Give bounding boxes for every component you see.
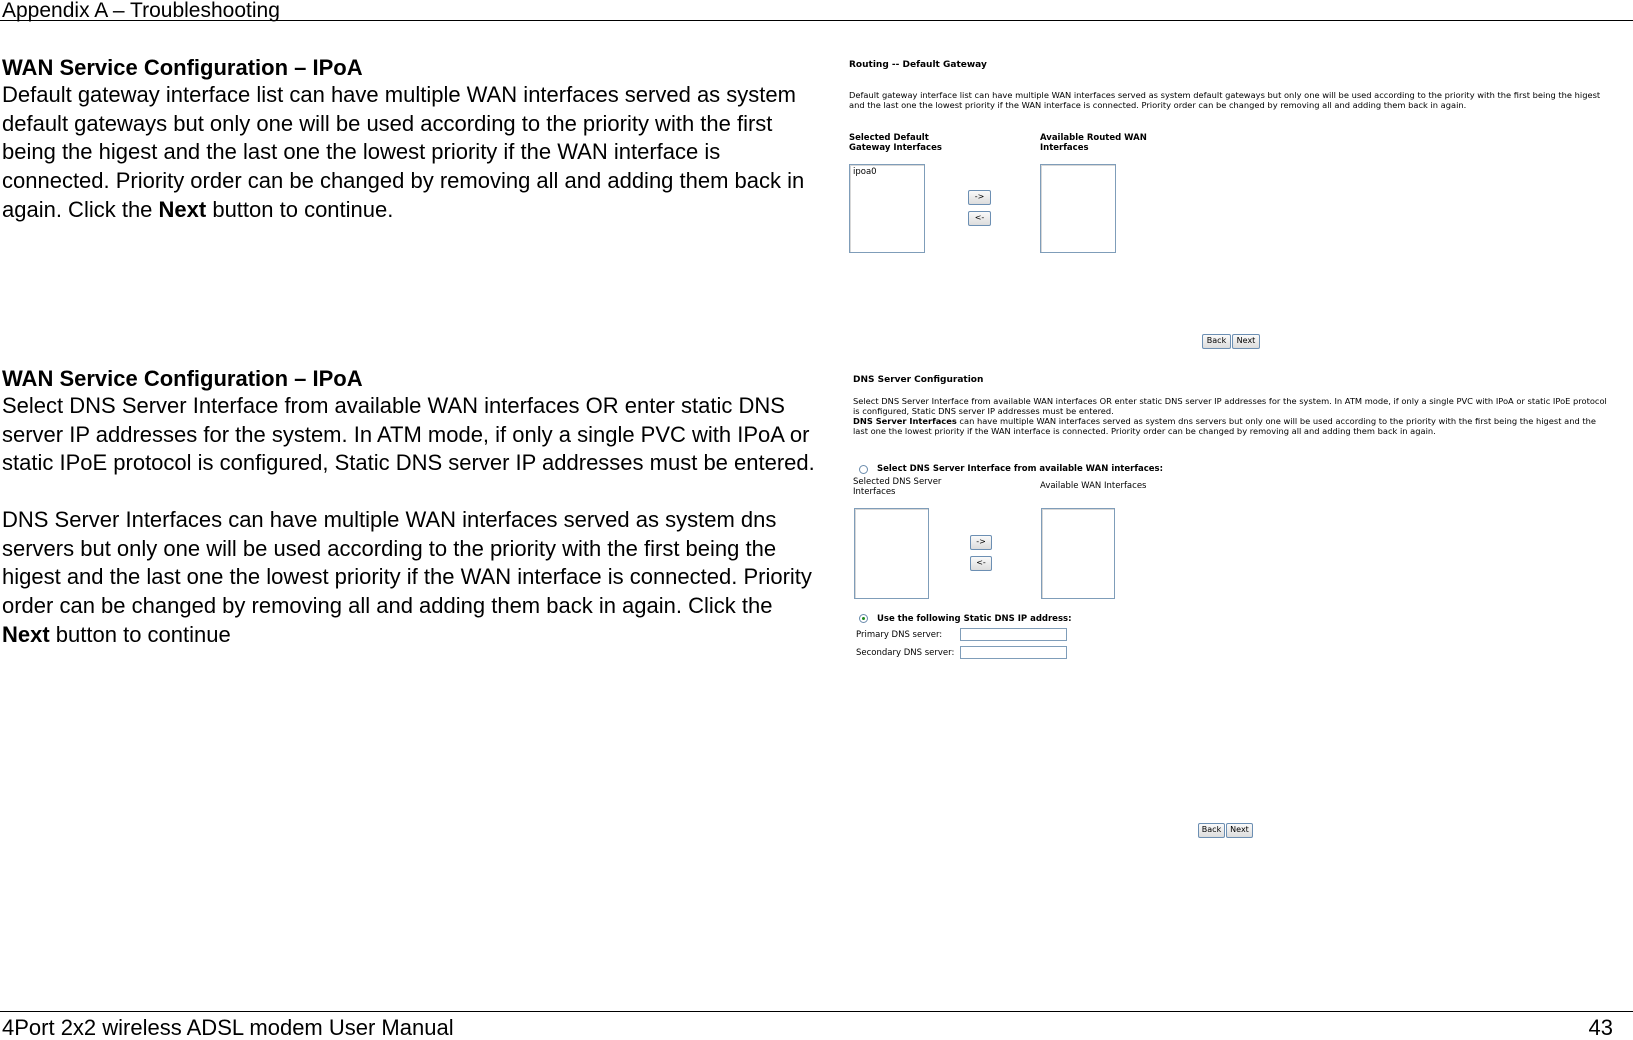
dns-next-button[interactable]: Next (1226, 823, 1253, 838)
page-header-title: Appendix A – Troubleshooting (2, 0, 280, 22)
section-1-paragraph (2, 81, 817, 225)
dns-description-1: Select DNS Server Interface from available WAN interfaces OR enter static DNS server IP addresses for the system. In ATM mode, if only a single PVC with IPoA or static IPoE protocol is configured, Static DNS server IP addresses must be entered. (853, 396, 1607, 417)
section-1-text: Default gateway interface list can have multiple WAN interfaces served as system default gateways but only one will be used according to the priority with the first being the higest and the last one the lowest priority if the WAN interface is connected. Priority order can be changed by removing all and adding them back in again. Click the (2, 82, 805, 222)
section-2-text-end: button to continue (49, 621, 231, 647)
screenshot-dns-server-config (853, 374, 1613, 844)
section-2-paragraph-2 (2, 506, 817, 650)
next-button[interactable]: Next (1232, 334, 1260, 349)
dns-interfaces-bold: DNS Server Interfaces (853, 416, 957, 426)
secondary-dns-input[interactable] (960, 646, 1067, 659)
primary-dns-label: Primary DNS server: (856, 630, 943, 640)
add-dns-button[interactable]: -> (970, 535, 992, 550)
page-number: 43 (1588, 1015, 1613, 1040)
available-wan-label: Available WAN Interfaces (1040, 481, 1147, 491)
secondary-dns-label: Secondary DNS server: (856, 648, 955, 658)
static-dns-radio-label: Use the following Static DNS IP address: (877, 614, 1072, 624)
available-wan-listbox[interactable] (1041, 508, 1115, 599)
selected-gateway-listbox[interactable] (849, 164, 925, 253)
gateway-page-title: Routing -- Default Gateway (849, 60, 987, 70)
section-1-text-end: button to continue. (206, 196, 394, 222)
section-2-next-bold: Next (2, 621, 50, 647)
selected-dns-listbox[interactable] (854, 508, 929, 599)
back-button[interactable]: Back (1202, 334, 1231, 349)
section-2-paragraph-1: Select DNS Server Interface from available WAN interfaces OR enter static DNS server IP addresses for the system. In ATM mode, if only a single PVC with IPoA or static IPoE protocol is configured, Static DNS server IP addresses must be entered. (2, 393, 815, 476)
remove-dns-button[interactable]: <- (970, 556, 992, 571)
available-routed-wan-label: Available Routed WAN Interfaces (1040, 133, 1147, 153)
footer-rule (0, 1011, 1633, 1012)
gateway-description: Default gateway interface list can have multiple WAN interfaces served as system default gateways but only one will be used according to the priority with the first being the higest and the last one the lowest priority if the WAN interface is connected. Priority order can be changed by removing all and adding them back in again. (849, 90, 1601, 111)
select-interface-radio[interactable] (859, 465, 868, 474)
select-interface-radio-label: Select DNS Server Interface from available WAN interfaces: (877, 464, 1164, 474)
section-1-title: WAN Service Configuration – IPoA (2, 55, 363, 80)
footer-manual-title: 4Port 2x2 wireless ADSL modem User Manual (2, 1015, 454, 1040)
section-2-title: WAN Service Configuration – IPoA (2, 366, 363, 391)
screenshot-default-gateway (849, 58, 1619, 358)
add-gateway-button[interactable]: -> (968, 190, 991, 205)
primary-dns-input[interactable] (960, 628, 1067, 641)
available-routed-wan-listbox[interactable] (1040, 164, 1116, 253)
selected-gateway-label: Selected Default Gateway Interfaces (849, 133, 942, 153)
dns-page-title: DNS Server Configuration (853, 375, 984, 385)
section-1-next-bold: Next (158, 196, 207, 222)
dns-description-2 (853, 416, 1613, 436)
static-dns-radio[interactable] (859, 614, 868, 623)
header-rule (0, 20, 1633, 21)
dns-back-button[interactable]: Back (1198, 823, 1225, 838)
remove-gateway-button[interactable]: <- (968, 211, 991, 226)
gateway-list-item[interactable]: ipoa0 (853, 167, 877, 177)
section-2-text: DNS Server Interfaces can have multiple WAN interfaces served as system dns servers but only one will be used according to the priority with the first being the higest and the last one the lowest priority if the WAN interface is connected. Priority order can be changed by removing all and adding them back in again. Click the (2, 507, 812, 619)
selected-dns-label: Selected DNS Server Interfaces (853, 477, 942, 497)
dns-description-2-text: can have multiple WAN interfaces served as system dns servers but only one will be used according to the priority with the first being the higest and the last one the lowest priority if the WAN interface is connected. Priority order can be changed by removing all and adding them back in again. (853, 416, 1596, 437)
